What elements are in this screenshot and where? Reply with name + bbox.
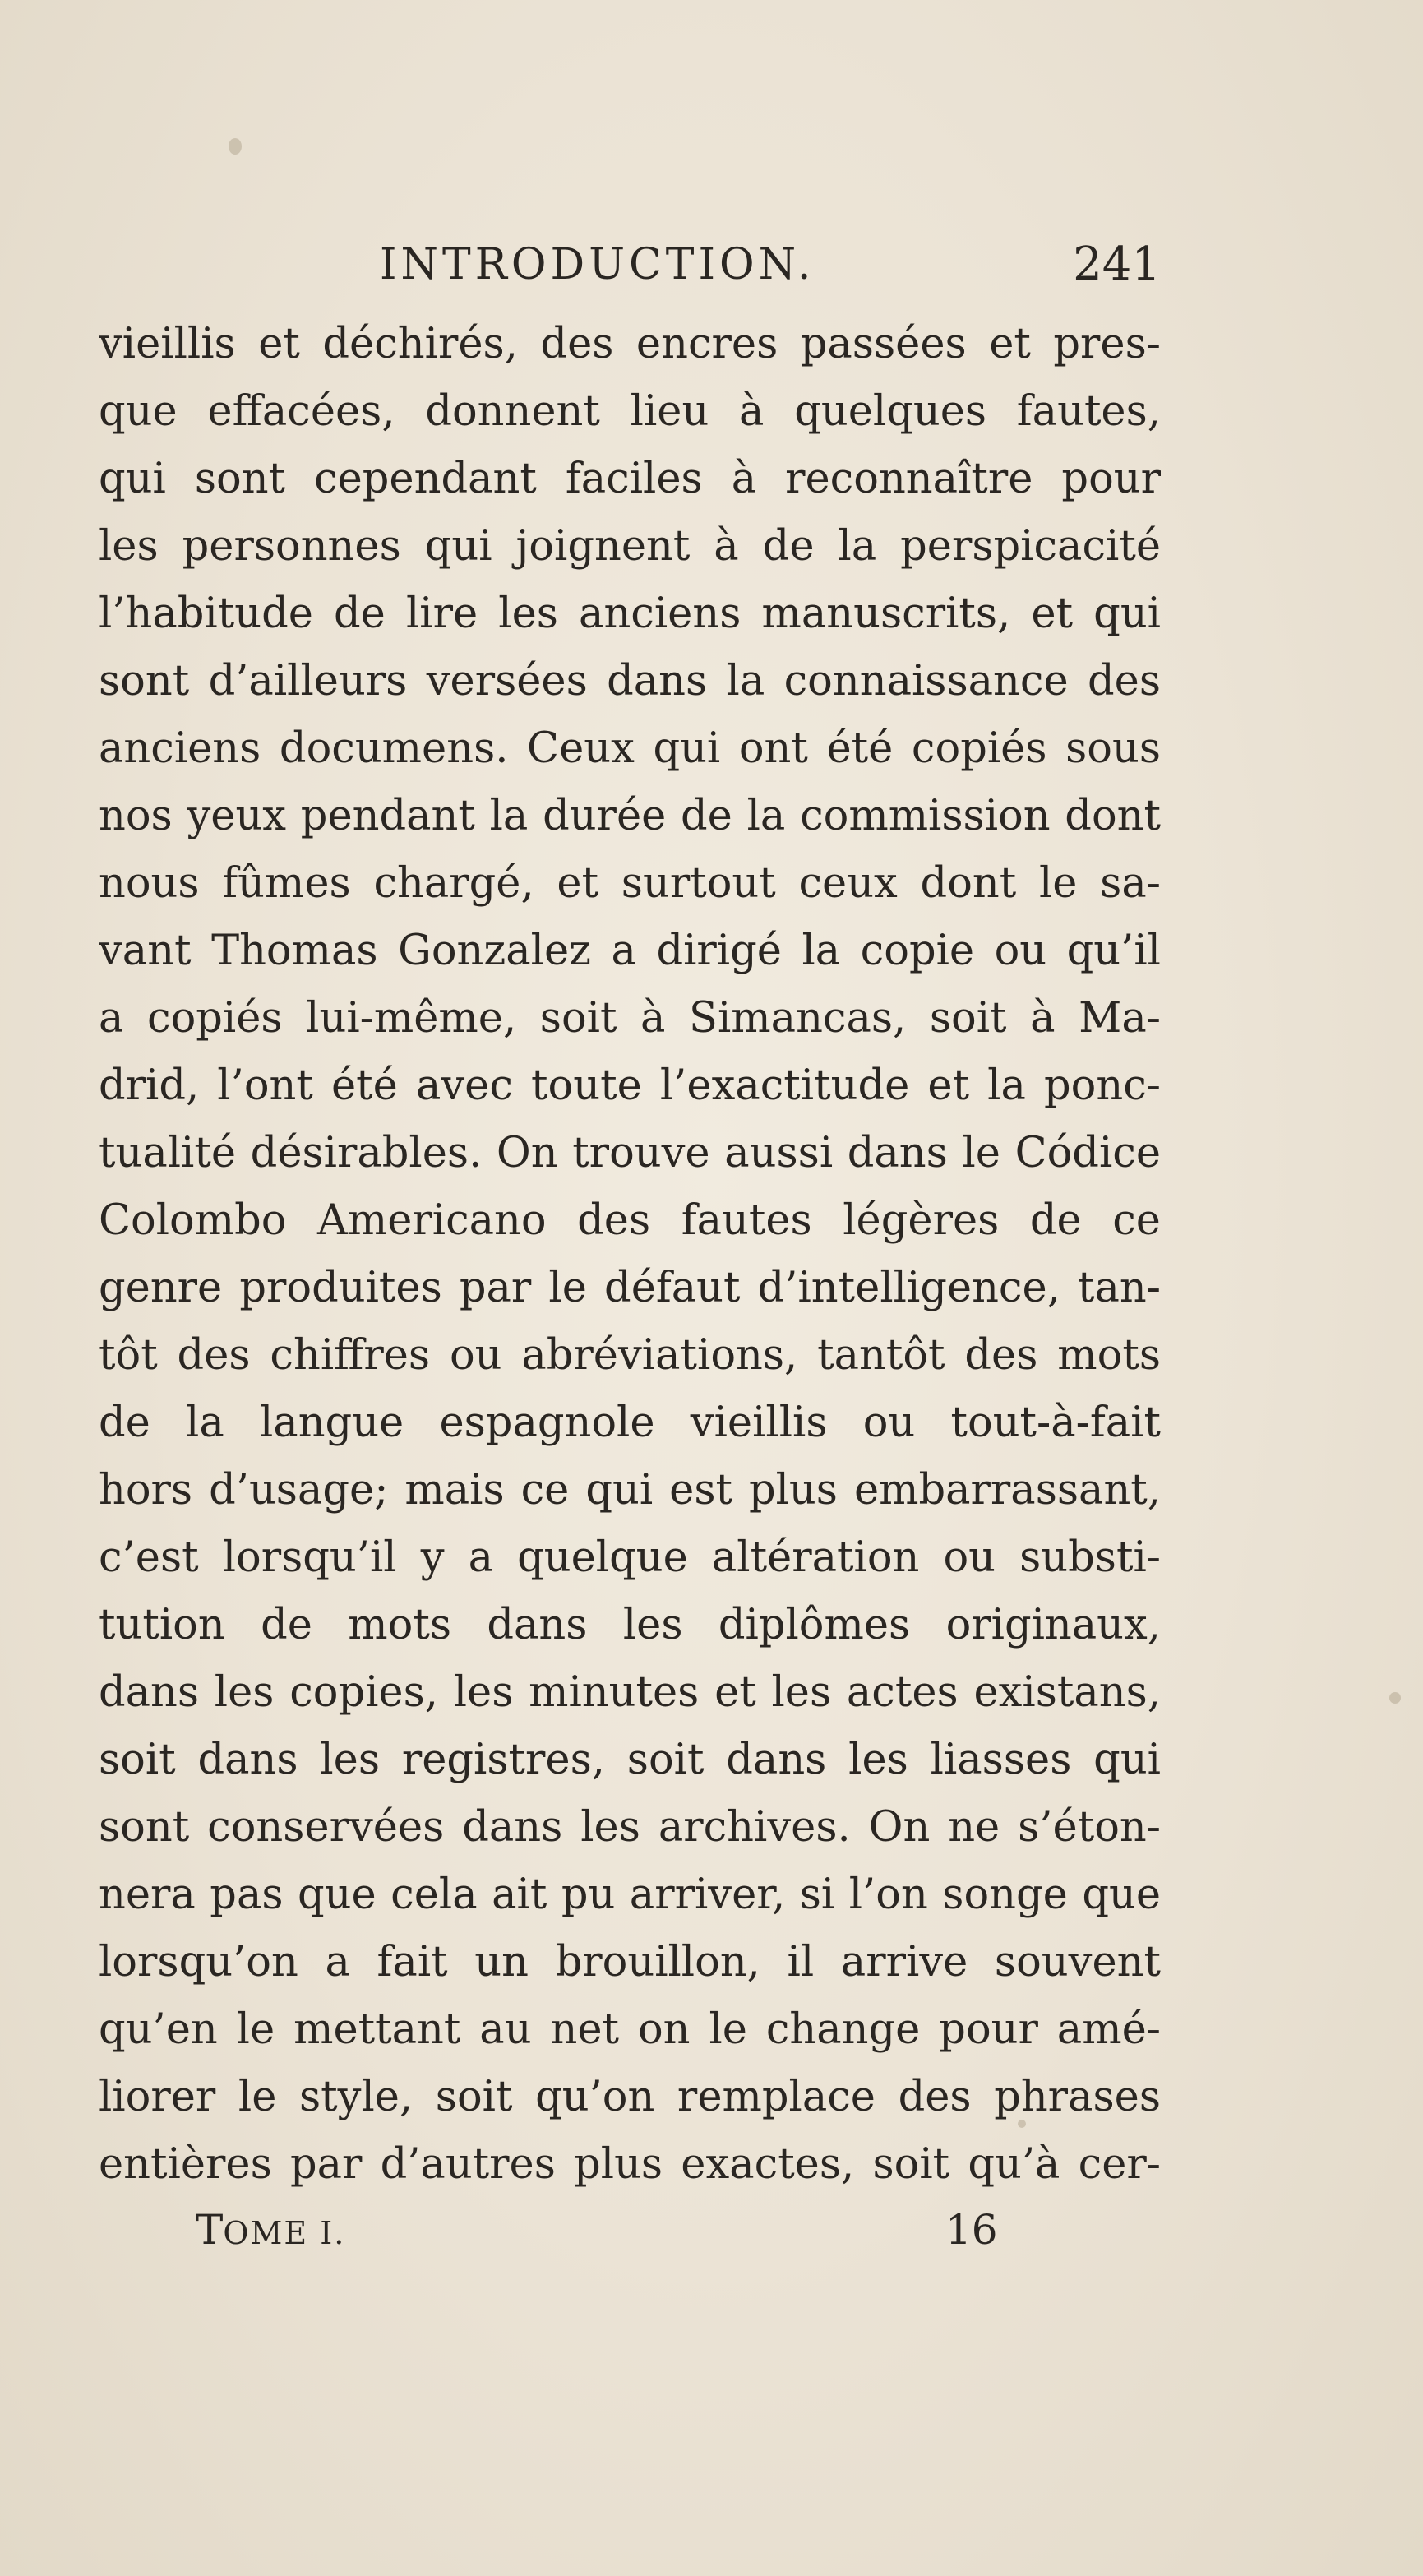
text-line: qui sont cependant faciles à reconnaître pour bbox=[99, 455, 1161, 503]
text-line: anciens documens. Ceux qui ont été copiés sous bbox=[99, 724, 1161, 773]
text-line: de la langue espagnole vieillis ou tout-à-fait bbox=[99, 1399, 1161, 1447]
text-line: qu’en le mettant au net on le change pour amé- bbox=[99, 2005, 1161, 2054]
text-line: les personnes qui joignent à de la perspicacité bbox=[99, 522, 1161, 571]
text-line: hors d’usage; mais ce qui est plus embarrassant, bbox=[99, 1466, 1161, 1515]
page-number: 241 bbox=[1073, 238, 1161, 291]
text-line: entières par d’autres plus exactes, soit qu’à cer- bbox=[99, 2140, 1161, 2189]
running-title: INTRODUCTION. bbox=[380, 240, 815, 289]
signature-initial: T bbox=[196, 2206, 224, 2254]
gathering-number: 16 bbox=[945, 2206, 998, 2254]
text-line: dans les copies, les minutes et les actes existans, bbox=[99, 1668, 1161, 1717]
text-line: a copiés lui-même, soit à Simancas, soit à Ma- bbox=[99, 994, 1161, 1043]
text-line: tualité désirables. On trouve aussi dans le Códice bbox=[99, 1129, 1161, 1177]
text-line: l’habitude de lire les anciens manuscrits, et qui bbox=[99, 590, 1161, 638]
text-line: vant Thomas Gonzalez a dirigé la copie ou qu’il bbox=[99, 927, 1161, 975]
text-line: liorer le style, soit qu’on remplace des phrases bbox=[99, 2073, 1161, 2121]
signature-rest: OME I. bbox=[223, 2215, 346, 2251]
text-line: drid, l’ont été avec toute l’exactitude et la ponc- bbox=[99, 1061, 1161, 1110]
text-line: vieillis et déchirés, des encres passées et pres- bbox=[99, 320, 1161, 368]
text-line: tution de mots dans les diplômes originaux, bbox=[99, 1601, 1161, 1649]
text-line: nous fûmes chargé, et surtout ceux dont le sa- bbox=[99, 859, 1161, 908]
text-line: genre produites par le défaut d’intelligence, tan- bbox=[99, 1264, 1161, 1312]
text-line: lorsqu’on a fait un brouillon, il arrive souvent bbox=[99, 1938, 1161, 1986]
text-line: soit dans les registres, soit dans les liasses qui bbox=[99, 1736, 1161, 1784]
text-line: que effacées, donnent lieu à quelques fautes, bbox=[99, 387, 1161, 436]
page-header bbox=[99, 232, 1161, 298]
text-line: nos yeux pendant la durée de la commission dont bbox=[99, 792, 1161, 840]
paper-speck bbox=[1389, 1692, 1401, 1704]
text-line: c’est lorsqu’il y a quelque altération ou substi- bbox=[99, 1533, 1161, 1582]
text-line: tôt des chiffres ou abréviations, tantôt des mots bbox=[99, 1331, 1161, 1380]
text-line: nera pas que cela ait pu arriver, si l’on songe que bbox=[99, 1871, 1161, 1919]
text-line: Colombo Americano des fautes légères de ce bbox=[99, 1196, 1161, 1245]
page-footer bbox=[196, 2197, 1018, 2263]
volume-signature bbox=[196, 2197, 345, 2266]
body-text bbox=[99, 311, 1161, 2199]
text-line: sont conservées dans les archives. On ne s’éton- bbox=[99, 1803, 1161, 1852]
text-line: sont d’ailleurs versées dans la connaissance des bbox=[99, 657, 1161, 705]
paper-speck bbox=[229, 138, 242, 155]
